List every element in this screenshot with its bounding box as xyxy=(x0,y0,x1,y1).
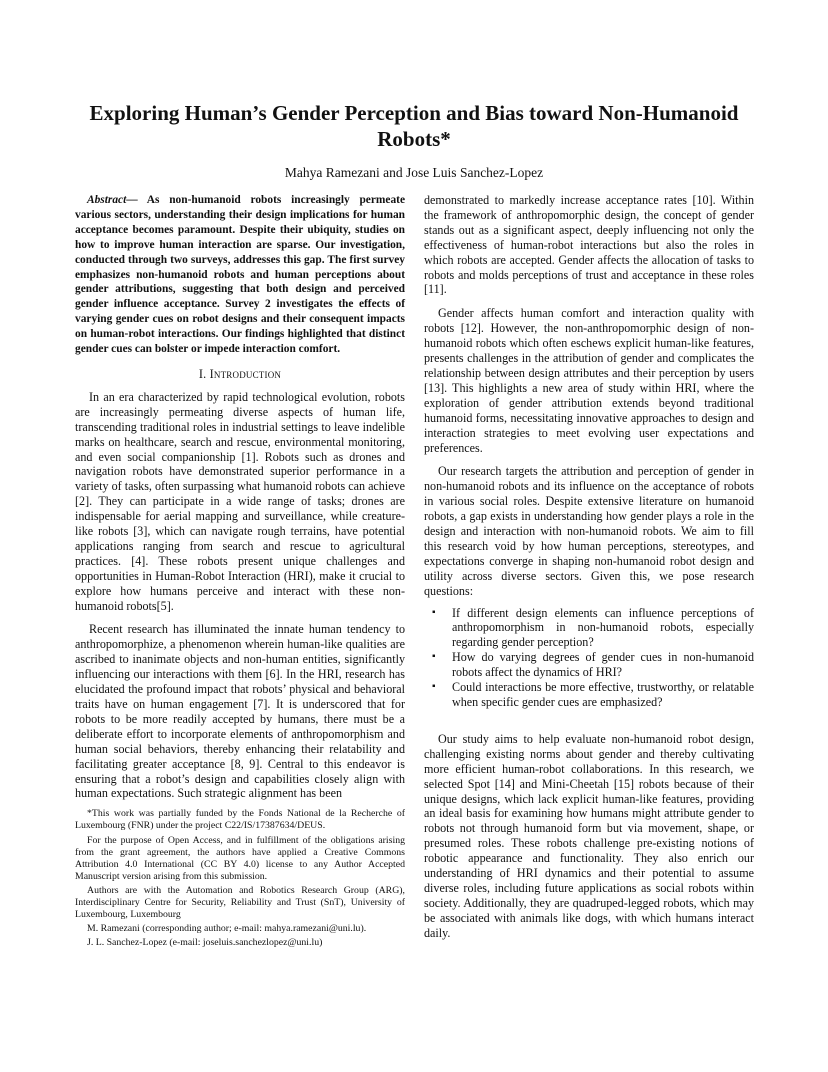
footnotes xyxy=(75,808,405,949)
right-paragraph-2: Gender affects human comfort and interaction quality with robots [12]. However, the non-anthropomorphic design of non-humanoid robots which often eschews explicit human-like features, presents challenges in the attribution of gender and complicates the relationship between design attributes and their perception by users [13]. This highlights a new area of study within HRI, where the exploration of gender attribution extends beyond traditional humanoid forms, necessitating innovative approaches to design and interaction strategies to meet evolving user expectations and preferences. xyxy=(424,306,754,455)
paper-title: Exploring Human’s Gender Perception and Bias toward Non-Humanoid Robots* xyxy=(89,101,739,151)
question-text: How do varying degrees of gender cues in non-humanoid robots affect the dynamics of HRI? xyxy=(452,650,754,680)
section-heading-introduction xyxy=(75,367,405,382)
bullet-icon: ▪ xyxy=(432,651,436,663)
right-column xyxy=(424,193,754,948)
abstract-label: Abstract xyxy=(87,194,127,206)
author-list: Mahya Ramezani and Jose Luis Sanchez-Lopez xyxy=(284,165,544,180)
bullet-icon: ▪ xyxy=(432,606,436,618)
section-title: Introduction xyxy=(209,366,282,381)
question-text: Could interactions be more effective, trustworthy, or relatable when specific gender cues are emphasized? xyxy=(452,680,754,709)
left-column xyxy=(75,193,405,951)
footnote-email-ramezani: M. Ramezani (corresponding author; e-mail: mahya.ramezani@uni.lu). xyxy=(87,923,367,935)
intro-paragraph-2: Recent research has illuminated the innate human tendency to anthropomorphize, a phenomenon wherein human-like qualities are ascribed to inanimate objects and non-human entities, significantly influencing our interactions with them [6]. In the HRI, research has elucidated the profound impact that robots’ physical and behavioral traits have on human engagement [7]. It is underscored that for robots to be more readily accepted by humans, there must be a deliberate effort to incorporate elements of anthropomorphism and human social behaviors, thereby enhancing their relatability and facilitating greater acceptance [8, 9]. Central to this endeavor is ensuring that a robot’s design and capabilities closely align with human expectations. Such strategic alignment has been xyxy=(75,622,405,801)
section-numeral: I. xyxy=(198,366,207,381)
intro-paragraph-1: In an era characterized by rapid technological evolution, robots are increasingly permeating diverse aspects of human life, transcending traditional roles in industrial settings to leave indelible marks on healthcare, search and rescue, environmental monitoring, and even social companionship [1]. Robots such as drones and navigation robots have demonstrated superior performance in a variety of tasks, often surpassing what humanoid robots can achieve [2]. They can participate in a wide range of tasks; drones are indispensable for aerial mapping and surveillance, while creature-like robots [3], which can navigate rough terrains, have potential applications ranging from search and rescue to agricultural practices. [4]. These robots present unique challenges and opportunities in Human-Robot Interaction (HRI), make it crucial to explore how humans perceive and interact with these non-humanoid robots[5]. xyxy=(75,389,405,613)
footnote-email-sanchez: J. L. Sanchez-Lopez (e-mail: joseluis.sanchezlopez@uni.lu) xyxy=(87,937,323,949)
list-item xyxy=(432,605,754,651)
list-item xyxy=(432,650,754,680)
right-paragraph-1: demonstrated to markedly increase acceptance rates [10]. Within the framework of anthropomorphic design, the concept of gender stands out as a significant aspect, deeply influencing not only the effectiveness of human-robot interactions but also the roles in which robots are accepted. Gender affects the allocation of tasks to robots and molds perceptions of trust and acceptance in these roles [11]. xyxy=(424,193,754,297)
footnote-funding: *This work was partially funded by the Fonds National de la Recherche of Luxembourg (FNR) under the project C22/IS/17387634/DEUS. xyxy=(75,808,405,832)
bullet-icon: ▪ xyxy=(432,681,436,693)
abstract xyxy=(75,193,405,357)
abstract-dash: — xyxy=(126,194,147,206)
right-closing-paragraph: Our study aims to help evaluate non-humanoid robot design, challenging existing norms about gender and thereby cultivating more efficient human-robot collaborations. In this research, we selected Spot [14] and Mini-Cheetah [15] robots because of their unique designs, which lack explicit human-like features, providing an ideal basis for examining how humans might attribute gender to robots not through humanoid form but via movement, shape, or presumed roles. These robots challenge pre-existing notions of robotic appearance and functionality. They also enrich our understanding of HRI dynamics and their potential to assume diverse roles, including future applications as social robots within society. Additionally, they are quadruped-legged robots, which may be associated with animals like dogs, with which humans interact daily. xyxy=(424,731,754,940)
question-text: If different design elements can influence perceptions of anthropomorphism in non-humanoid robots, especially regarding gender perception? xyxy=(452,605,754,650)
research-questions-list xyxy=(424,606,754,710)
footnote-affiliation: Authors are with the Automation and Robotics Research Group (ARG), Interdisciplinary Centre for Security, Reliability and Trust (SnT), University of Luxembourg, Luxembourg xyxy=(75,884,405,921)
right-paragraph-3: Our research targets the attribution and perception of gender in non-humanoid robots and its influence on the acceptance of robots in various social roles. Despite extensive literature on humanoid robots, a gap exists in understanding how gender plays a role in the design and interaction with non-humanoid robots. We aim to fill this research void by how human perceptions, stereotypes, and expectations converge in shaping non-humanoid robot design and utility across diverse sectors. Given this, we pose research questions: xyxy=(424,464,754,598)
footnote-open-access: For the purpose of Open Access, and in fulfillment of the obligations arising from the grant agreement, the authors have applied a Creative Commons Attribution 4.0 International (CC BY 4.0) license to any Author Accepted Manuscript version arising from this submission. xyxy=(75,834,405,882)
list-item xyxy=(432,680,754,710)
abstract-text: As non-humanoid robots increasingly permeate various sectors, understanding their design implications for human acceptance becomes paramount. Despite their ubiquity, studies on how to improve human interaction are sparse. Our investigation, conducted through two surveys, addresses this gap. The first survey emphasizes non-humanoid robots and human perceptions about gender attributions, suggesting that both design and perceived gender influence acceptance. Survey 2 investigates the effects of varying gender cues on robot designs and their consequent impacts on human-robot interactions. Our findings highlighted that distinct gender cues can bolster or impede interaction comfort. xyxy=(75,194,406,356)
